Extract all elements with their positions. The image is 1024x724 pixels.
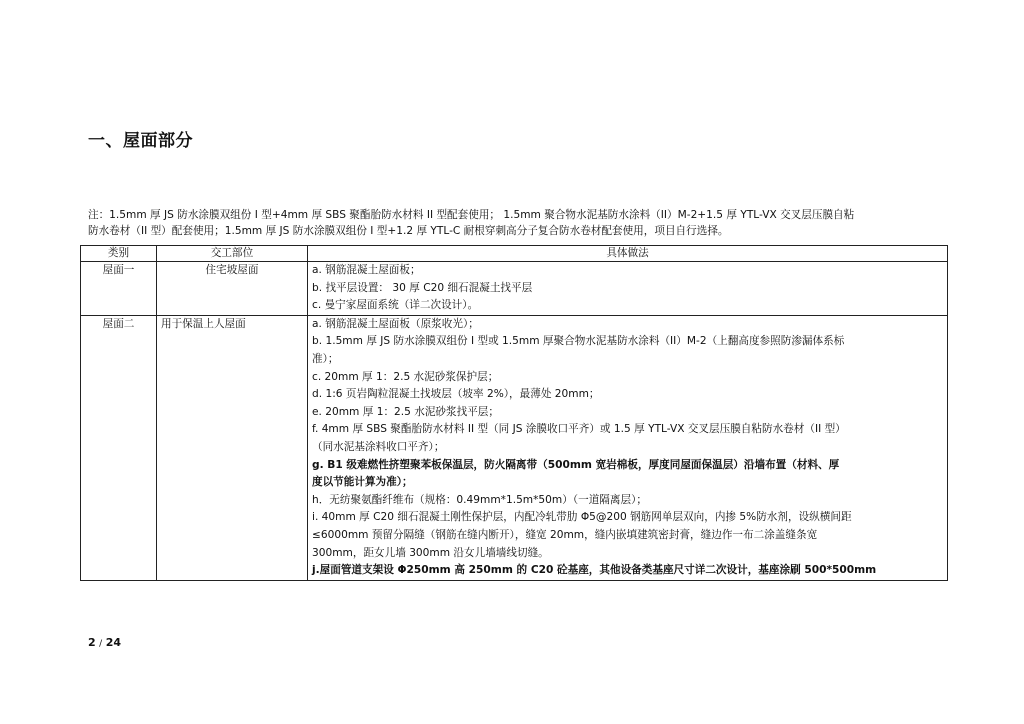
method-item: c. 曼宁家屋面系统（详二次设计）。 bbox=[312, 299, 479, 312]
method-item: e. 20mm 厚 1：2.5 水泥砂浆找平层； bbox=[312, 405, 499, 418]
method-item: a. 钢筋混凝土屋面板（原浆收光）； bbox=[312, 317, 479, 330]
header-part: 交工部位 bbox=[157, 246, 308, 262]
method-item: 准）； bbox=[312, 352, 339, 365]
row-part: 用于保温上人屋面 bbox=[157, 315, 308, 580]
row-category: 屋面一 bbox=[81, 262, 157, 316]
method-item: i. 40mm 厚 C20 细石混凝土刚性保护层，内配冷轧带肋 Φ5@200 钢筋网单层双向，内掺 5%防水剂，设纵横间距 bbox=[312, 511, 852, 524]
table-row bbox=[81, 315, 948, 580]
method-item: a. 钢筋混凝土屋面板； bbox=[312, 264, 421, 276]
roof-spec-table bbox=[80, 245, 948, 581]
method-item: h．无纺聚氨酯纤维布（规格：0.49mm*1.5m*50m）（一道隔离层）； bbox=[312, 493, 647, 506]
row-category: 屋面二 bbox=[81, 315, 157, 580]
section-heading: 一、屋面部分 bbox=[88, 131, 193, 151]
method-item: j.屋面管道支架设 Φ250mm 高 250mm 的 C20 砼基座，其他设备类基座尺寸详二次设计，基座涂刷 500*500mm bbox=[312, 564, 877, 577]
method-item: d. 1:6 页岩陶粒混凝土找坡层（坡率 2%），最薄处 20mm； bbox=[312, 388, 600, 401]
row-methods bbox=[308, 315, 948, 580]
method-item: b. 找平层设置： 30 厚 C20 细石混凝土找平层 bbox=[312, 281, 533, 294]
page-current: 2 bbox=[88, 636, 96, 649]
header-method: 具体做法 bbox=[308, 246, 948, 262]
page-number bbox=[88, 636, 121, 649]
method-item: （同水泥基涂料收口平齐）； bbox=[312, 440, 445, 453]
header-category: 类别 bbox=[81, 246, 157, 262]
method-item: b. 1.5mm 厚 JS 防水涂膜双组份 I 型或 1.5mm 厚聚合物水泥基防水涂料（II）M-2（上翻高度参照防渗漏体系标 bbox=[312, 335, 845, 348]
note-paragraph bbox=[88, 207, 940, 239]
table-header-row bbox=[81, 246, 948, 262]
row-part: 住宅坡屋面 bbox=[157, 262, 308, 316]
table-row bbox=[81, 262, 948, 316]
method-item: ≤6000mm 预留分隔缝（钢筋在缝内断开），缝宽 20mm，缝内嵌填建筑密封膏，缝边作一布二涂盖缝条宽 bbox=[312, 528, 818, 541]
method-item: c. 20mm 厚 1：2.5 水泥砂浆保护层； bbox=[312, 370, 499, 383]
page-total: 24 bbox=[105, 636, 122, 649]
note-line-2: 防水卷材（II 型）配套使用；1.5mm 厚 JS 防水涂膜双组份 I 型+1.2 厚 YTL-C 耐根穿刺高分子复合防水卷材配套使用，项目自行选择。 bbox=[88, 225, 729, 237]
method-item: g. B1 级难燃性挤塑聚苯板保温层，防火隔离带（500mm 宽岩棉板，厚度同屋面保温层）沿墙布置（材料、厚 bbox=[312, 458, 840, 471]
row-methods bbox=[308, 262, 948, 316]
page-separator: / bbox=[99, 639, 103, 649]
method-item: f. 4mm 厚 SBS 聚酯胎防水材料 II 型（同 JS 涂膜收口平齐）或 1.5 厚 YTL-VX 交叉层压膜自粘防水卷材（II 型） bbox=[312, 423, 846, 436]
note-line-1: 注：1.5mm 厚 JS 防水涂膜双组份 I 型+4mm 厚 SBS 聚酯胎防水材料 II 型配套使用； 1.5mm 聚合物水泥基防水涂料（II）M-2+1.5 厚 YTL-VX 交叉层压膜自粘 bbox=[88, 209, 855, 221]
method-item: 度以节能计算为准）； bbox=[312, 476, 413, 489]
method-item: 300mm，距女儿墙 300mm 沿女儿墙墙线切缝。 bbox=[312, 546, 549, 559]
